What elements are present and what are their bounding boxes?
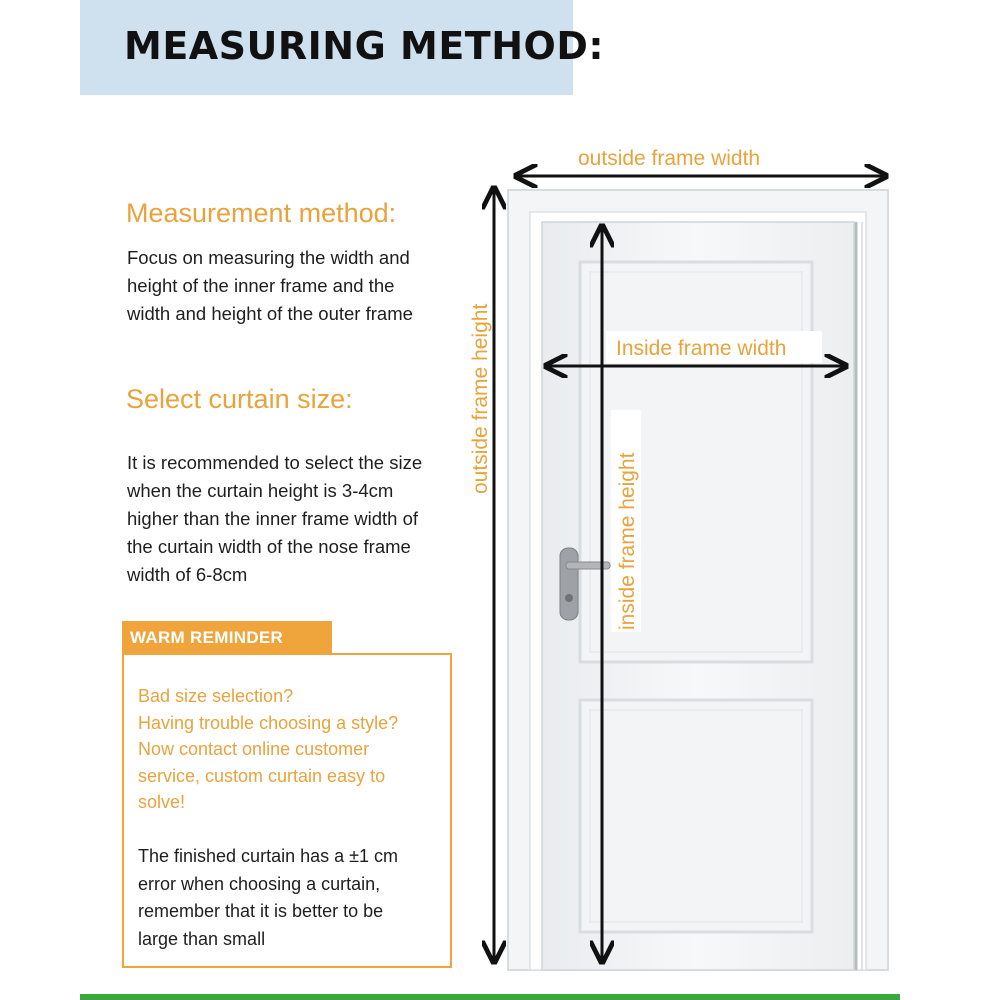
footer-bar xyxy=(80,994,900,1000)
reminder-line: Now contact online customer xyxy=(138,739,370,759)
select-line: width of 6-8cm xyxy=(127,564,248,585)
reminder-note-line: remember that it is better to be xyxy=(138,901,384,921)
measurement-line: width and height of the outer frame xyxy=(127,303,413,324)
select-line: higher than the inner frame width of xyxy=(127,508,419,529)
measurement-heading: Measurement method: xyxy=(126,198,397,228)
select-heading: Select curtain size: xyxy=(126,384,353,414)
inside-height-label: inside frame height xyxy=(616,452,639,630)
reminder-note-line: error when choosing a curtain, xyxy=(138,873,381,894)
select-line: It is recommended to select the size xyxy=(127,452,423,473)
select-line: the curtain width of the nose frame xyxy=(127,536,411,557)
reminder-note-line: large than small xyxy=(138,928,266,949)
reminder-line: Having trouble choosing a style? xyxy=(138,712,399,733)
reminder-line: Bad size selection? xyxy=(138,686,294,706)
measurement-line: Focus on measuring the width and xyxy=(127,247,410,268)
inside-width-label: Inside frame width xyxy=(616,337,787,360)
reminder-note-line: The finished curtain has a ±1 cm xyxy=(138,846,399,866)
reminder-tab: WARM REMINDER xyxy=(122,621,332,655)
outside-height-label: outside frame height xyxy=(469,303,492,494)
outside-width-label: outside frame width xyxy=(578,147,761,170)
reminder-line: service, custom curtain easy to xyxy=(138,765,386,786)
reminder-line: solve! xyxy=(138,792,186,812)
page-title: MEASURING METHOD: xyxy=(124,24,605,68)
measurement-line: height of the inner frame and the xyxy=(127,275,395,296)
select-line: when the curtain height is 3-4cm xyxy=(127,480,394,501)
